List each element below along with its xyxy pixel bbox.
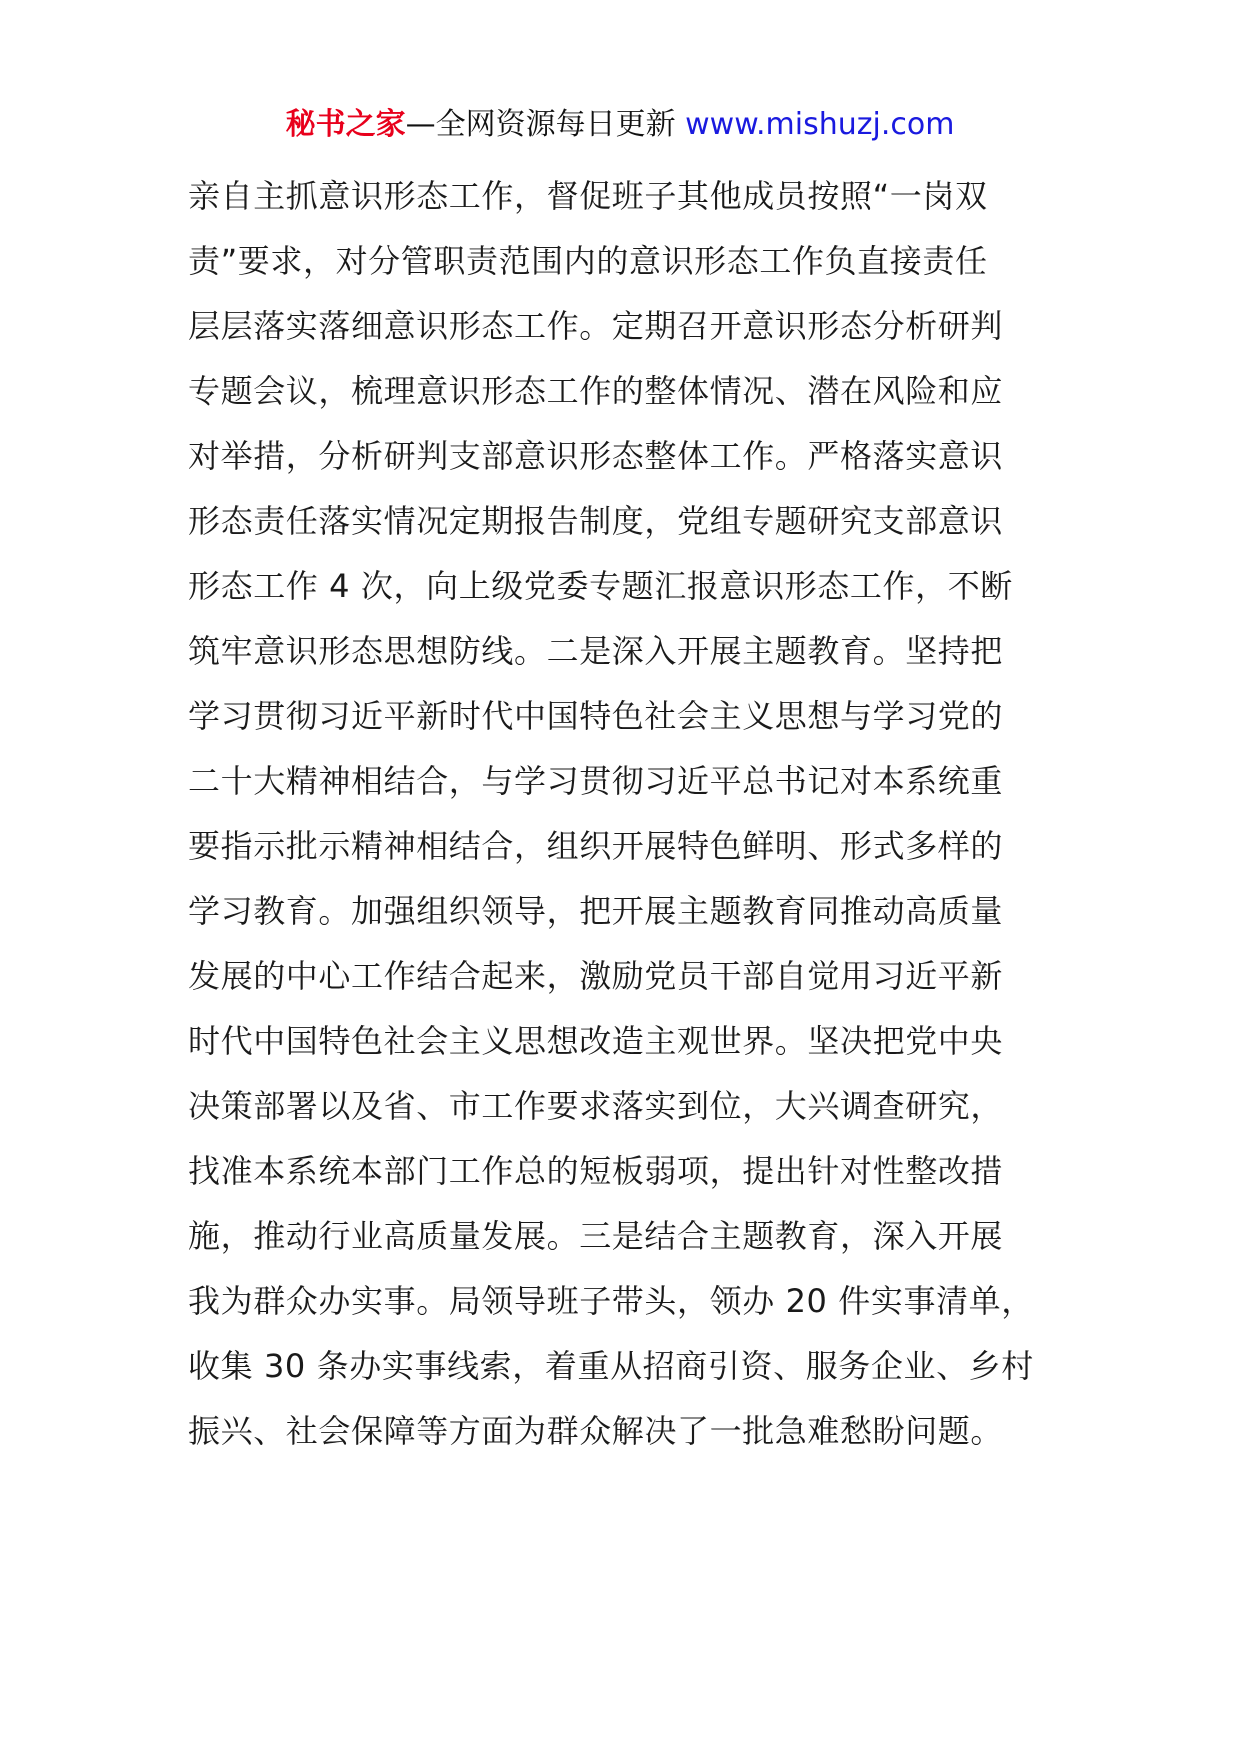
body-line: 发展的中心工作结合起来，激励党员干部自觉用习近平新 [188,957,1004,995]
body-line: 学习贯彻习近平新时代中国特色社会主义思想与学习党的 [188,697,1004,735]
body-line: 形态工作 4 次，向上级党委专题汇报意识形态工作，不断 [188,567,1013,605]
body-line: 时代中国特色社会主义思想改造主观世界。坚决把党中央 [188,1022,1004,1060]
brand-name: 秘书之家 [285,107,406,142]
page-header [0,101,1240,149]
body-line: 亲自主抓意识形态工作，督促班子其他成员按照“一岗双 [188,177,988,215]
body-line: 形态责任落实情况定期报告制度，党组专题研究支部意识 [188,502,1004,540]
body-line: 专题会议，梳理意识形态工作的整体情况、潜在风险和应 [188,372,1004,410]
body-line: 找准本系统本部门工作总的短板弱项，提出针对性整改措 [188,1152,1004,1190]
website-link[interactable]: www.mishuzj.com [685,107,955,142]
body-line: 二十大精神相结合，与学习贯彻习近平总书记对本系统重 [188,762,1004,800]
body-line: 决策部署以及省、市工作要求落实到位，大兴调查研究， [188,1087,1004,1125]
body-line: 施，推动行业高质量发展。三是结合主题教育，深入开展 [188,1217,1004,1255]
body-line: 层层落实落细意识形态工作。定期召开意识形态分析研判 [188,307,1004,345]
body-line: 筑牢意识形态思想防线。二是深入开展主题教育。坚持把 [188,632,1004,670]
body-line: 我为群众办实事。局领导班子带头，领办 20 件实事清单， [188,1282,1034,1320]
body-line: 学习教育。加强组织领导，把开展主题教育同推动高质量 [188,892,1004,930]
document-body [188,164,1068,1464]
body-line: 收集 30 条办实事线索，着重从招商引资、服务企业、乡村 [188,1347,1034,1385]
body-line: 对举措，分析研判支部意识形态整体工作。严格落实意识 [188,437,1004,475]
header-slogan: —全网资源每日更新 [405,107,676,142]
body-line: 要指示批示精神相结合，组织开展特色鲜明、形式多样的 [188,827,1004,865]
body-line: 振兴、社会保障等方面为群众解决了一批急难愁盼问题。 [188,1412,1004,1450]
body-line: 责”要求，对分管职责范围内的意识形态工作负直接责任 [188,242,988,280]
